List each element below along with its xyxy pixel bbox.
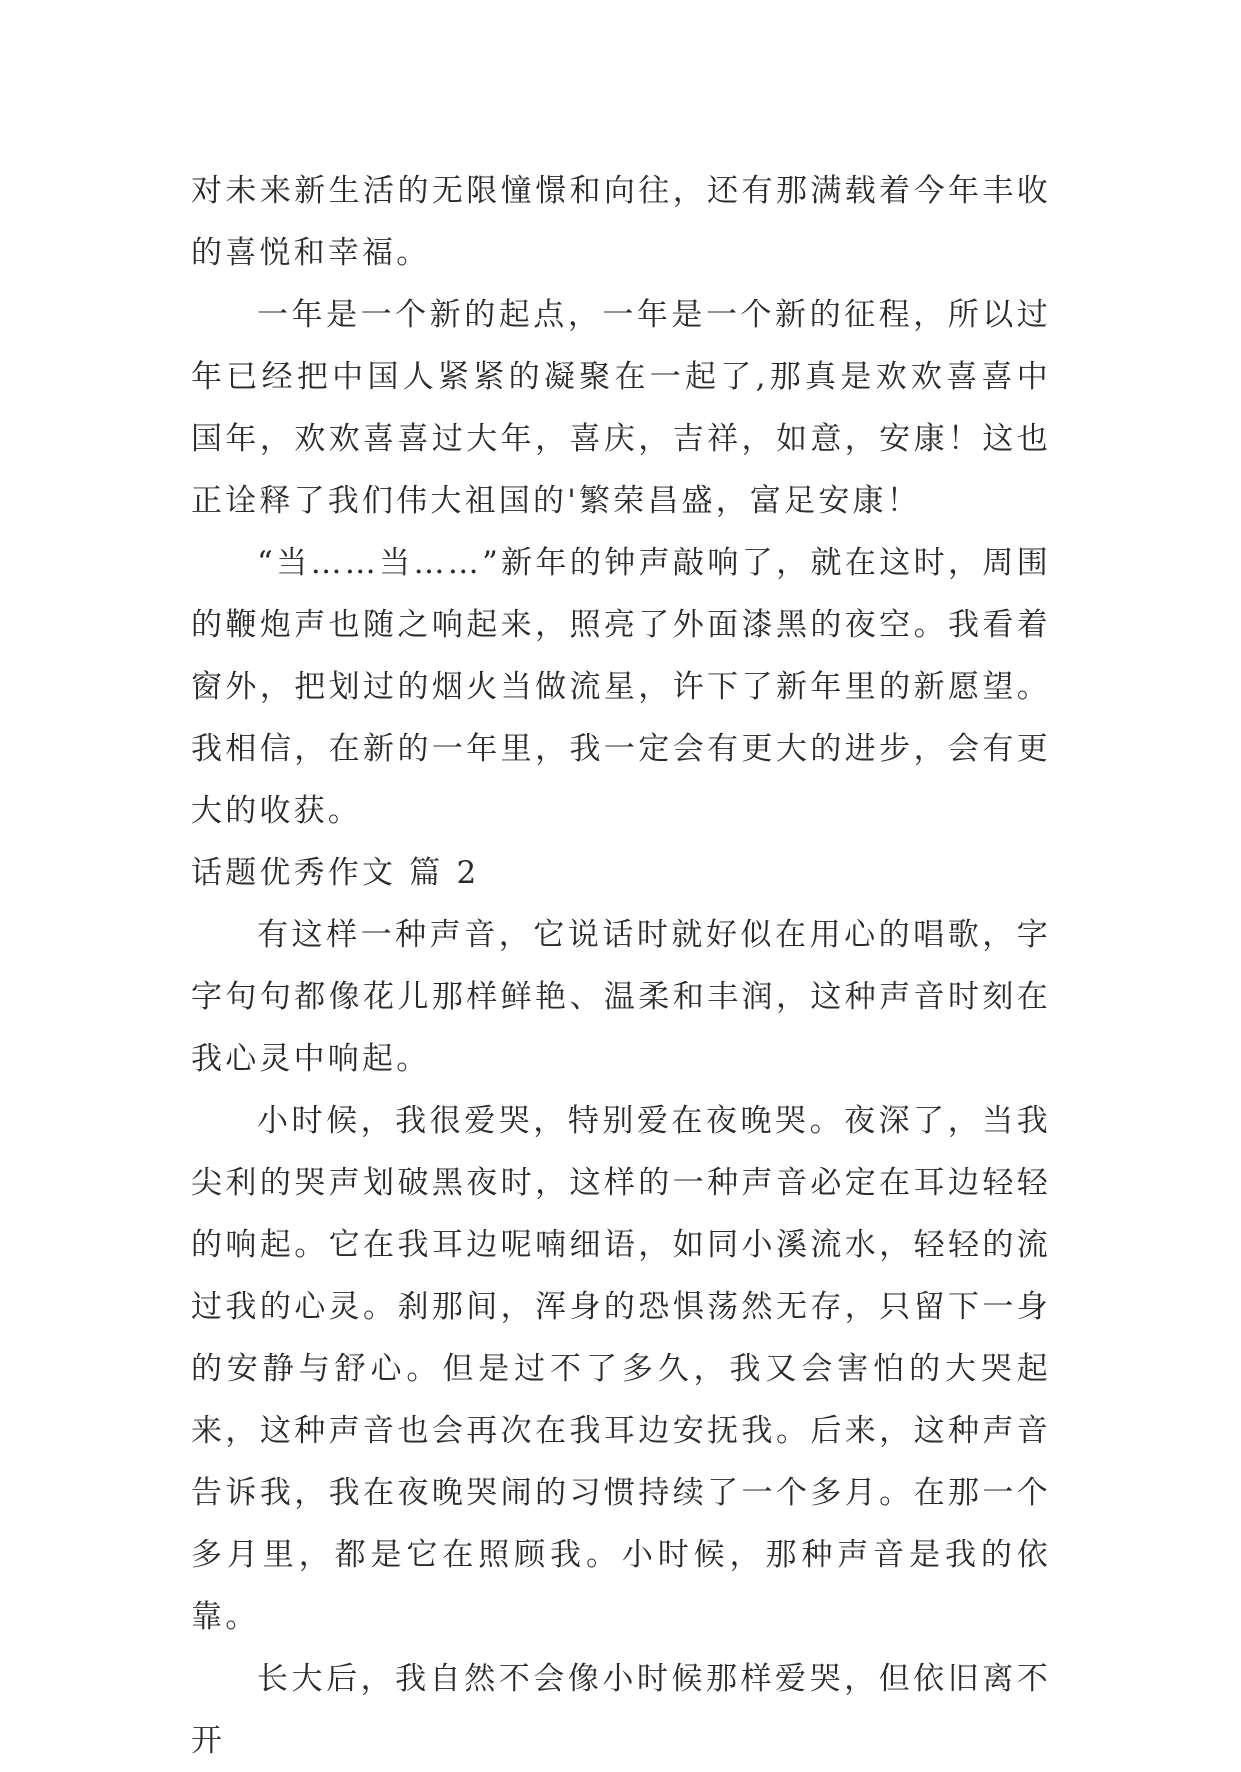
section-heading: 话题优秀作文 篇 2	[191, 855, 480, 891]
paragraph-new-year-bell: “当……当……”新年的钟声敲响了，就在这时，周围的鞭炮声也随之响起来，照亮了外面漆黑的夜空。我看着窗外，把划过的烟火当做流星，许下了新年里的新愿望。我相信，在新的一年里，我一定会有更大的进步，会有更大的收获。	[191, 545, 1051, 829]
paragraph-childhood: 小时候，我很爱哭，特别爱在夜晚哭。夜深了，当我尖利的哭声划破黑夜时，这样的一种声音必定在耳边轻轻的响起。它在我耳边呢喃细语，如同小溪流水，轻轻的流过我的心灵。刹那间，浑身的恐惧荡然无存，只留下一身的安静与舒心。但是过不了多久，我又会害怕的大哭起来，这种声音也会再次在我耳边安抚我。后来，这种声音告诉我，我在夜晚哭闹的习惯持续了一个多月。在那一个多月里，都是它在照顾我。小时候，那种声音是我的依靠。	[191, 1103, 1051, 1635]
document-body	[191, 160, 1051, 1772]
paragraph-continuation: 对未来新生活的无限憧憬和向往，还有那满载着今年丰收的喜悦和幸福。	[191, 173, 1051, 271]
paragraph-new-year-start: 一年是一个新的起点，一年是一个新的征程，所以过年已经把中国人紧紧的凝聚在一起了,那真是欢欢喜喜中国年，欢欢喜喜过大年，喜庆，吉祥，如意，安康！这也正诠释了我们伟大祖国的'繁荣昌盛，富足安康！	[191, 297, 1051, 519]
paragraph-voice-intro: 有这样一种声音，它说话时就好似在用心的唱歌，字字句句都像花儿那样鲜艳、温柔和丰润，这种声音时刻在我心灵中响起。	[191, 917, 1051, 1077]
paragraph-growing-up: 长大后，我自然不会像小时候那样爱哭，但依旧离不开	[191, 1661, 1051, 1759]
